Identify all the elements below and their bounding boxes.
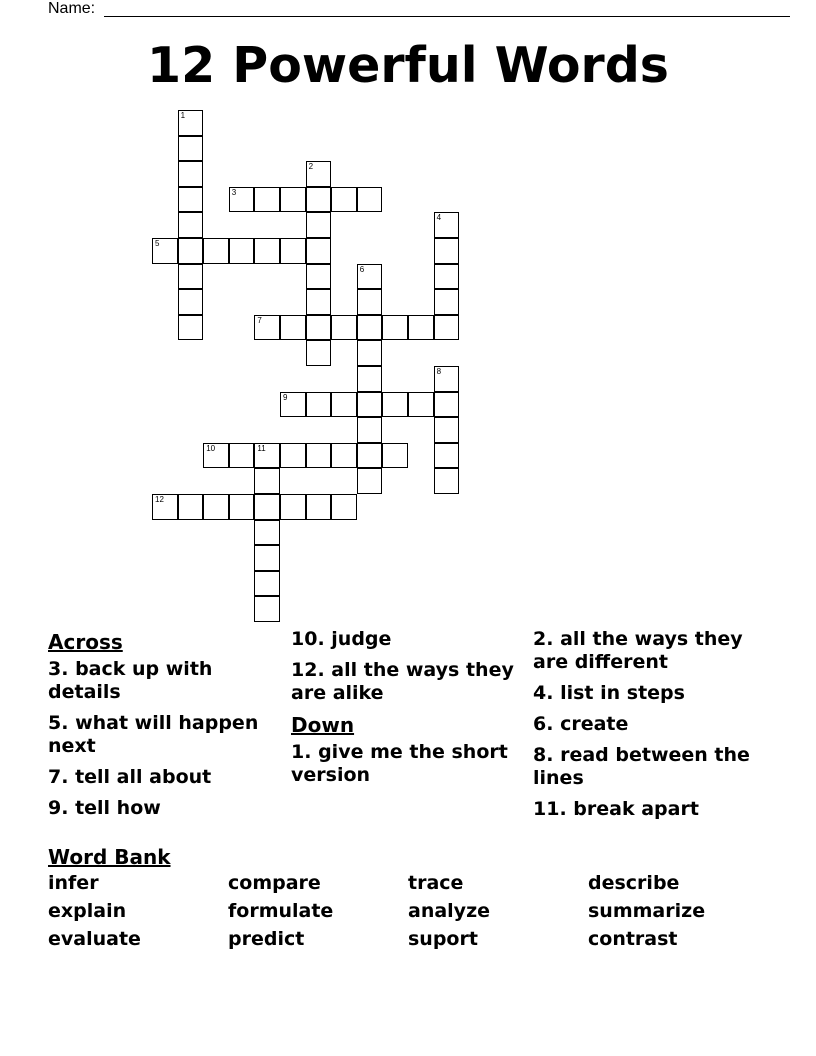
grid-cell[interactable] (178, 264, 204, 290)
grid-cell[interactable] (357, 315, 383, 341)
grid-cell[interactable] (434, 443, 460, 469)
grid-cell[interactable] (152, 494, 178, 520)
grid-cell[interactable] (178, 161, 204, 187)
word-bank-heading: Word Bank (48, 845, 171, 869)
grid-cell[interactable] (434, 366, 460, 392)
grid-cell[interactable] (178, 315, 204, 341)
clue-item-number: 9. (48, 797, 69, 819)
clue-item-text: back up with details (48, 658, 213, 703)
clue-number: 12 (155, 495, 164, 504)
grid-cell[interactable] (357, 417, 383, 443)
grid-cell[interactable] (178, 136, 204, 162)
grid-cell[interactable] (280, 443, 306, 469)
grid-cell[interactable] (280, 315, 306, 341)
grid-cell[interactable] (280, 238, 306, 264)
word-bank-grid (48, 871, 768, 951)
down-clue-list (291, 741, 531, 787)
clue-item-text: create (560, 713, 629, 735)
grid-cell[interactable] (254, 596, 280, 622)
clue-item (533, 682, 773, 705)
clue-item-number: 5. (48, 712, 69, 734)
grid-cell[interactable] (178, 212, 204, 238)
word-bank-word: suport (408, 928, 478, 950)
grid-cell[interactable] (306, 443, 332, 469)
clue-item-number: 4. (533, 682, 554, 704)
clue-item-text: tell how (75, 797, 161, 819)
grid-cell[interactable] (306, 392, 332, 418)
grid-cell[interactable] (178, 110, 204, 136)
word-bank-word: evaluate (48, 928, 141, 950)
word-bank-word: analyze (408, 900, 491, 922)
clue-item-number: 11. (533, 798, 567, 820)
grid-cell[interactable] (306, 340, 332, 366)
grid-cell[interactable] (178, 289, 204, 315)
grid-cell[interactable] (434, 289, 460, 315)
clue-number: 10 (206, 443, 216, 453)
grid-cell[interactable] (357, 392, 383, 418)
word-bank-word: predict (228, 928, 305, 950)
word-bank-word: explain (48, 900, 127, 922)
grid-cell[interactable] (254, 238, 280, 264)
clues-column-1 (48, 628, 288, 828)
grid-cell[interactable] (357, 289, 383, 315)
word-bank-word: infer (48, 872, 99, 894)
clue-number: 11 (257, 443, 266, 453)
across-clue-list (48, 658, 288, 820)
clue-number: 2 (308, 162, 314, 172)
grid-cell[interactable] (306, 289, 332, 315)
word-bank-word: compare (228, 872, 321, 894)
clue-item (48, 658, 288, 704)
clue-item-text: read between the lines (533, 744, 750, 789)
grid-cell[interactable] (306, 494, 332, 520)
clue-item-number: 3. (48, 658, 69, 680)
word-bank-word: contrast (588, 928, 678, 950)
grid-cell[interactable] (434, 315, 460, 341)
clue-number: 4 (436, 213, 442, 223)
clue-item-text: break apart (573, 798, 699, 820)
clue-number: 1 (180, 111, 186, 120)
clue-number: 8 (436, 367, 442, 376)
grid-cell[interactable] (331, 443, 357, 469)
grid-cell[interactable] (229, 494, 255, 520)
clue-item-text: judge (331, 628, 392, 650)
clue-item-text: give me the short version (291, 741, 508, 786)
grid-cell[interactable] (357, 187, 383, 213)
grid-cell[interactable] (434, 264, 460, 290)
grid-cell[interactable] (306, 161, 332, 187)
grid-cell[interactable] (229, 187, 255, 213)
grid-cell[interactable] (254, 520, 280, 546)
clue-item (533, 744, 773, 790)
clue-item (48, 712, 288, 758)
clue-item (291, 628, 531, 651)
grid-cell[interactable] (331, 187, 357, 213)
clue-item-text: tell all about (75, 766, 212, 788)
clue-item (533, 628, 773, 674)
clue-number: 9 (283, 392, 288, 402)
word-bank-word: formulate (228, 900, 334, 922)
grid-cell[interactable] (280, 392, 306, 418)
clue-item (291, 659, 531, 705)
grid-cell[interactable] (152, 238, 178, 264)
grid-cell[interactable] (408, 392, 434, 418)
clue-number: 5 (155, 239, 160, 248)
grid-cell[interactable] (357, 468, 383, 494)
down-clue-list-continued (533, 628, 773, 821)
across-heading: Across (48, 630, 123, 654)
grid-cell[interactable] (306, 187, 332, 213)
grid-cell[interactable] (254, 494, 280, 520)
grid-cell[interactable] (178, 238, 204, 264)
grid-cell[interactable] (203, 238, 229, 264)
grid-cell[interactable] (280, 187, 306, 213)
grid-cell[interactable] (331, 392, 357, 418)
clue-item-number: 7. (48, 766, 69, 788)
down-heading: Down (291, 713, 355, 737)
grid-cell[interactable] (306, 315, 332, 341)
grid-cell[interactable] (331, 494, 357, 520)
clue-item-number: 1. (291, 741, 312, 763)
grid-cell[interactable] (357, 443, 383, 469)
grid-cell[interactable] (280, 494, 306, 520)
grid-cell[interactable] (382, 315, 408, 341)
grid-cell[interactable] (203, 443, 229, 469)
clue-item-text: list in steps (560, 682, 685, 704)
clue-item-number: 2. (533, 628, 554, 650)
grid-cell[interactable] (178, 494, 204, 520)
grid-cell[interactable] (254, 571, 280, 597)
word-bank-word: trace (408, 872, 464, 894)
clue-item (48, 797, 288, 820)
clues-column-3 (533, 628, 773, 829)
clue-item-number: 12. (291, 659, 325, 681)
grid-cell[interactable] (357, 264, 383, 290)
grid-cell[interactable] (382, 443, 408, 469)
grid-cell[interactable] (331, 315, 357, 341)
grid-cell[interactable] (434, 392, 460, 418)
clue-item-number: 10. (291, 628, 325, 650)
word-bank-word: describe (588, 872, 680, 894)
word-bank (48, 843, 768, 951)
clue-item (533, 798, 773, 821)
grid-cell[interactable] (203, 494, 229, 520)
grid-cell[interactable] (306, 264, 332, 290)
clue-item (533, 713, 773, 736)
grid-cell[interactable] (408, 315, 434, 341)
grid-cell[interactable] (254, 315, 280, 341)
grid-cell[interactable] (306, 238, 332, 264)
grid-cell[interactable] (254, 187, 280, 213)
clue-number: 6 (359, 264, 365, 274)
clue-number: 7 (257, 315, 262, 325)
across-clue-list-continued (291, 628, 531, 705)
word-bank-word: summarize (588, 900, 706, 922)
grid-cell[interactable] (178, 187, 204, 213)
grid-cell[interactable] (254, 545, 280, 571)
grid-cell[interactable] (229, 443, 255, 469)
clue-item-number: 8. (533, 744, 554, 766)
page-title: 12 Powerful Words (147, 37, 669, 94)
grid-cell[interactable] (357, 340, 383, 366)
grid-cell[interactable] (306, 212, 332, 238)
grid-cell[interactable] (434, 417, 460, 443)
clue-item-text: all the ways they are different (533, 628, 743, 673)
clue-item-text: what will happen next (48, 712, 259, 757)
clues-column-2 (291, 628, 531, 795)
clue-item-number: 6. (533, 713, 554, 735)
grid-cell[interactable] (229, 238, 255, 264)
name-label: Name: (48, 0, 96, 17)
clue-item (291, 741, 531, 787)
grid-cell[interactable] (357, 366, 383, 392)
clue-item-text: all the ways they are alike (291, 659, 514, 704)
grid-cell[interactable] (434, 468, 460, 494)
grid-cell[interactable] (382, 392, 408, 418)
clue-item (48, 766, 288, 789)
clue-number: 3 (231, 187, 237, 197)
grid-cell[interactable] (434, 238, 460, 264)
grid-cell[interactable] (254, 443, 280, 469)
grid-cell[interactable] (434, 212, 460, 238)
grid-cell[interactable] (254, 468, 280, 494)
